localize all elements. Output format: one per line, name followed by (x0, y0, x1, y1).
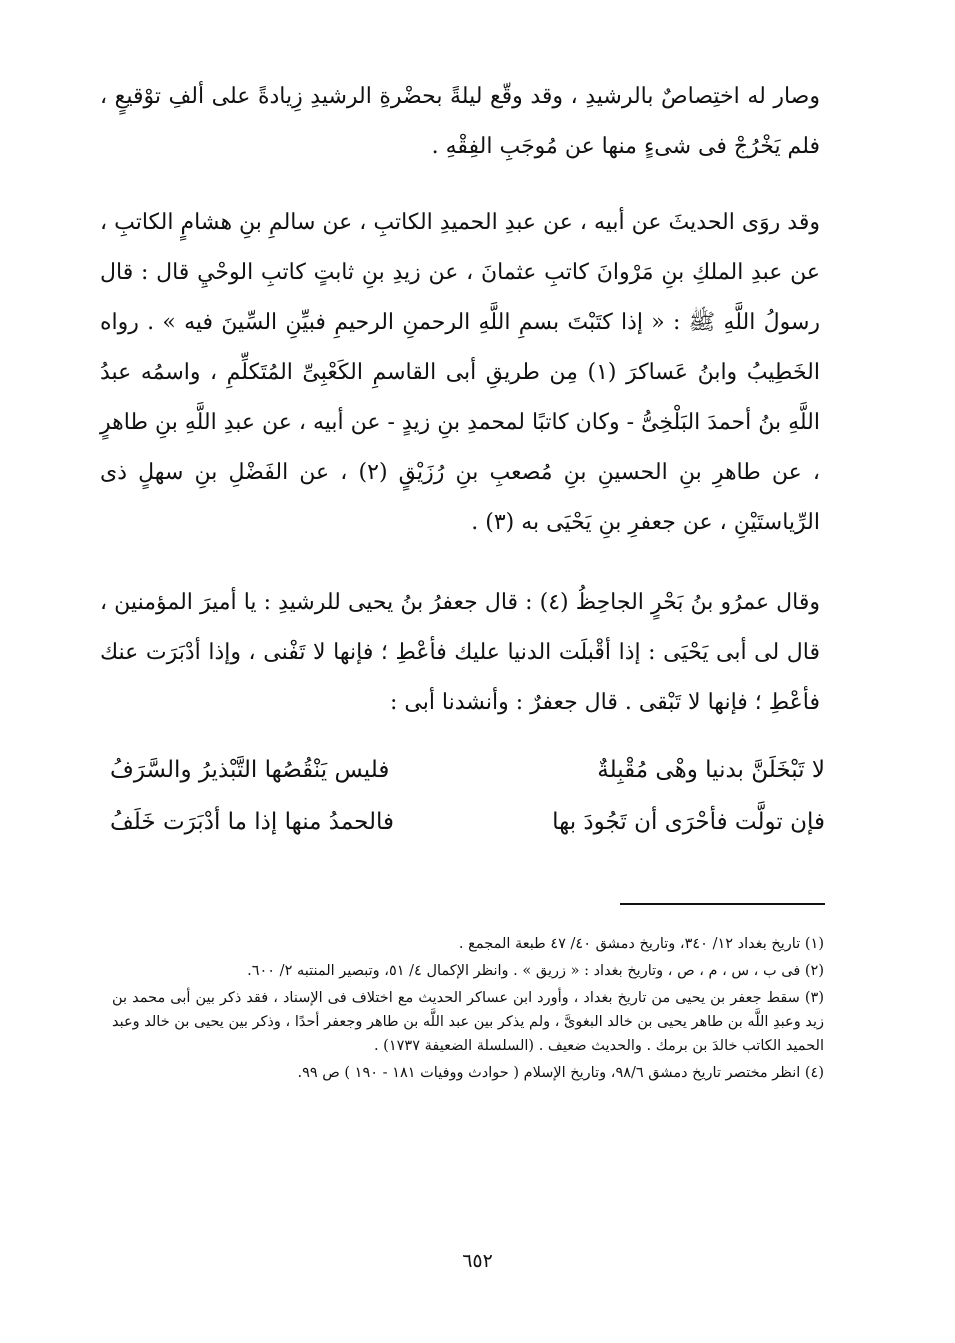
verse-line-1-second-hemistich: فليس يَنْقُصُها التَّبْذيرُ والسَّرَفُ (110, 757, 390, 783)
footnote-separator (620, 903, 825, 905)
page-number: ٦٥٢ (462, 1250, 493, 1272)
body-paragraph-2: وقد روَى الحديثَ عن أبيه ، عن عبدِ الحميدِ الكاتبِ ، عن سالمِ بنِ هشامٍ الكاتبِ ، عن عبدِ الملكِ بنِ مَرْوانَ كاتبِ عثمانَ ، عن زيدِ بنِ ثابتٍ كاتبِ الوحْيِ قال : قال رسولُ اللَّهِ ﷺ : « إذا كتَبْتَ بسمِ اللَّهِ الرحمنِ الرحيمِ فبيِّنِ السِّينَ فيه » . رواه الخَطِيبُ وابنُ عَساكرَ (١) مِن طريقِ أبى القاسمِ الكَعْبِىِّ المُتَكلِّمِ ، واسمُه عبدُ اللَّهِ بنُ أحمدَ البَلْخِىُّ - وكان كاتبًا لمحمدِ بنِ زيدٍ - عن أبيه ، عن عبدِ اللَّهِ بنِ طاهرٍ ، عن طاهرِ بنِ الحسينِ بنِ مُصعبِ بنِ رُزَيْقٍ (٢) ، عن الفَضْلِ بنِ سهلٍ ذى الرِّياستَيْنِ ، عن جعفرِ بنِ يَحْيَى به (٣) . (100, 210, 820, 535)
footnote-3: (٣) سقط جعفر بن يحيى من تاريخ بغداد ، وأورد ابن عساكر الحديث مع اختلاف فى الإسناد ، فقد ذكر بين أبى محمد بن زيد وعبدِ اللَّه بن طاهر يحيى بن خالد البغوىَّ ، ولم يذكر بين عبد اللَّه بن طاهر وجعفر أحدًا ، وذكر بين يحيى بن خالد وعبد الحميد الكاتب خالدَ بن برمك . والحديث ضعيف . (السلسلة الضعيفة ١٧٣٧) . (112, 990, 824, 1054)
body-paragraph-3: وقال عمرُو بنُ بَحْرٍ الجاحِظُ (٤) : قال جعفرُ بنُ يحيى للرشيدِ : يا أميرَ المؤمنين ، قال لى أبى يَحْيَى : إذا أقْبلَت الدنيا عليك فأعْطِ ؛ فإنها لا تَفْنى ، وإذا أدْبَرَت عنك فأعْطِ ؛ فإنها لا تَبْقى . قال جعفرٌ : وأنشدنا أبى : (100, 590, 820, 715)
footnotes (112, 932, 824, 1088)
verse-line-1-first-hemistich: لا تَبْخَلَنَّ بدنيا وهْى مُقْبِلةٌ (597, 757, 825, 783)
footnote-4: (٤) انظر مختصر تاريخ دمشق ٩٨/٦، وتاريخ الإسلام ( حوادث ووفيات ١٨١ - ١٩٠ ) ص ٩٩. (297, 1065, 824, 1081)
verse-line-2-first-hemistich: فإن تولَّت فأحْرَى أن تَجُودَ بها (552, 809, 825, 835)
poem-verses (110, 744, 825, 848)
verse-line-2-second-hemistich: فالحمدُ منها إذا ما أدْبَرَت خَلَفُ (110, 809, 395, 835)
footnote-1: (١) تاريخ بغداد ١٢/ ٣٤٠، وتاريخ دمشق ٤٠/ ٤٧ طبعة المجمع . (458, 936, 824, 952)
verse-line-2 (110, 796, 825, 848)
body-paragraph-1: وصار له اختِصاصٌ بالرشيدِ ، وقد وقّع ليلةً بحضْرةِ الرشيدِ زِيادةً على ألفِ توْقيعٍ ، فلم يَخْرُجْ فى شىءٍ منها عن مُوجَبِ الفِقْهِ . (100, 84, 820, 159)
verse-line-1 (110, 744, 825, 796)
footnote-2: (٢) فى ب ، س ، م ، ص ، وتاريخ بغداد : « زريق » . وانظر الإكمال ٤/ ٥١، وتبصير المنتبه ٢/ ٦٠٠. (247, 963, 824, 979)
